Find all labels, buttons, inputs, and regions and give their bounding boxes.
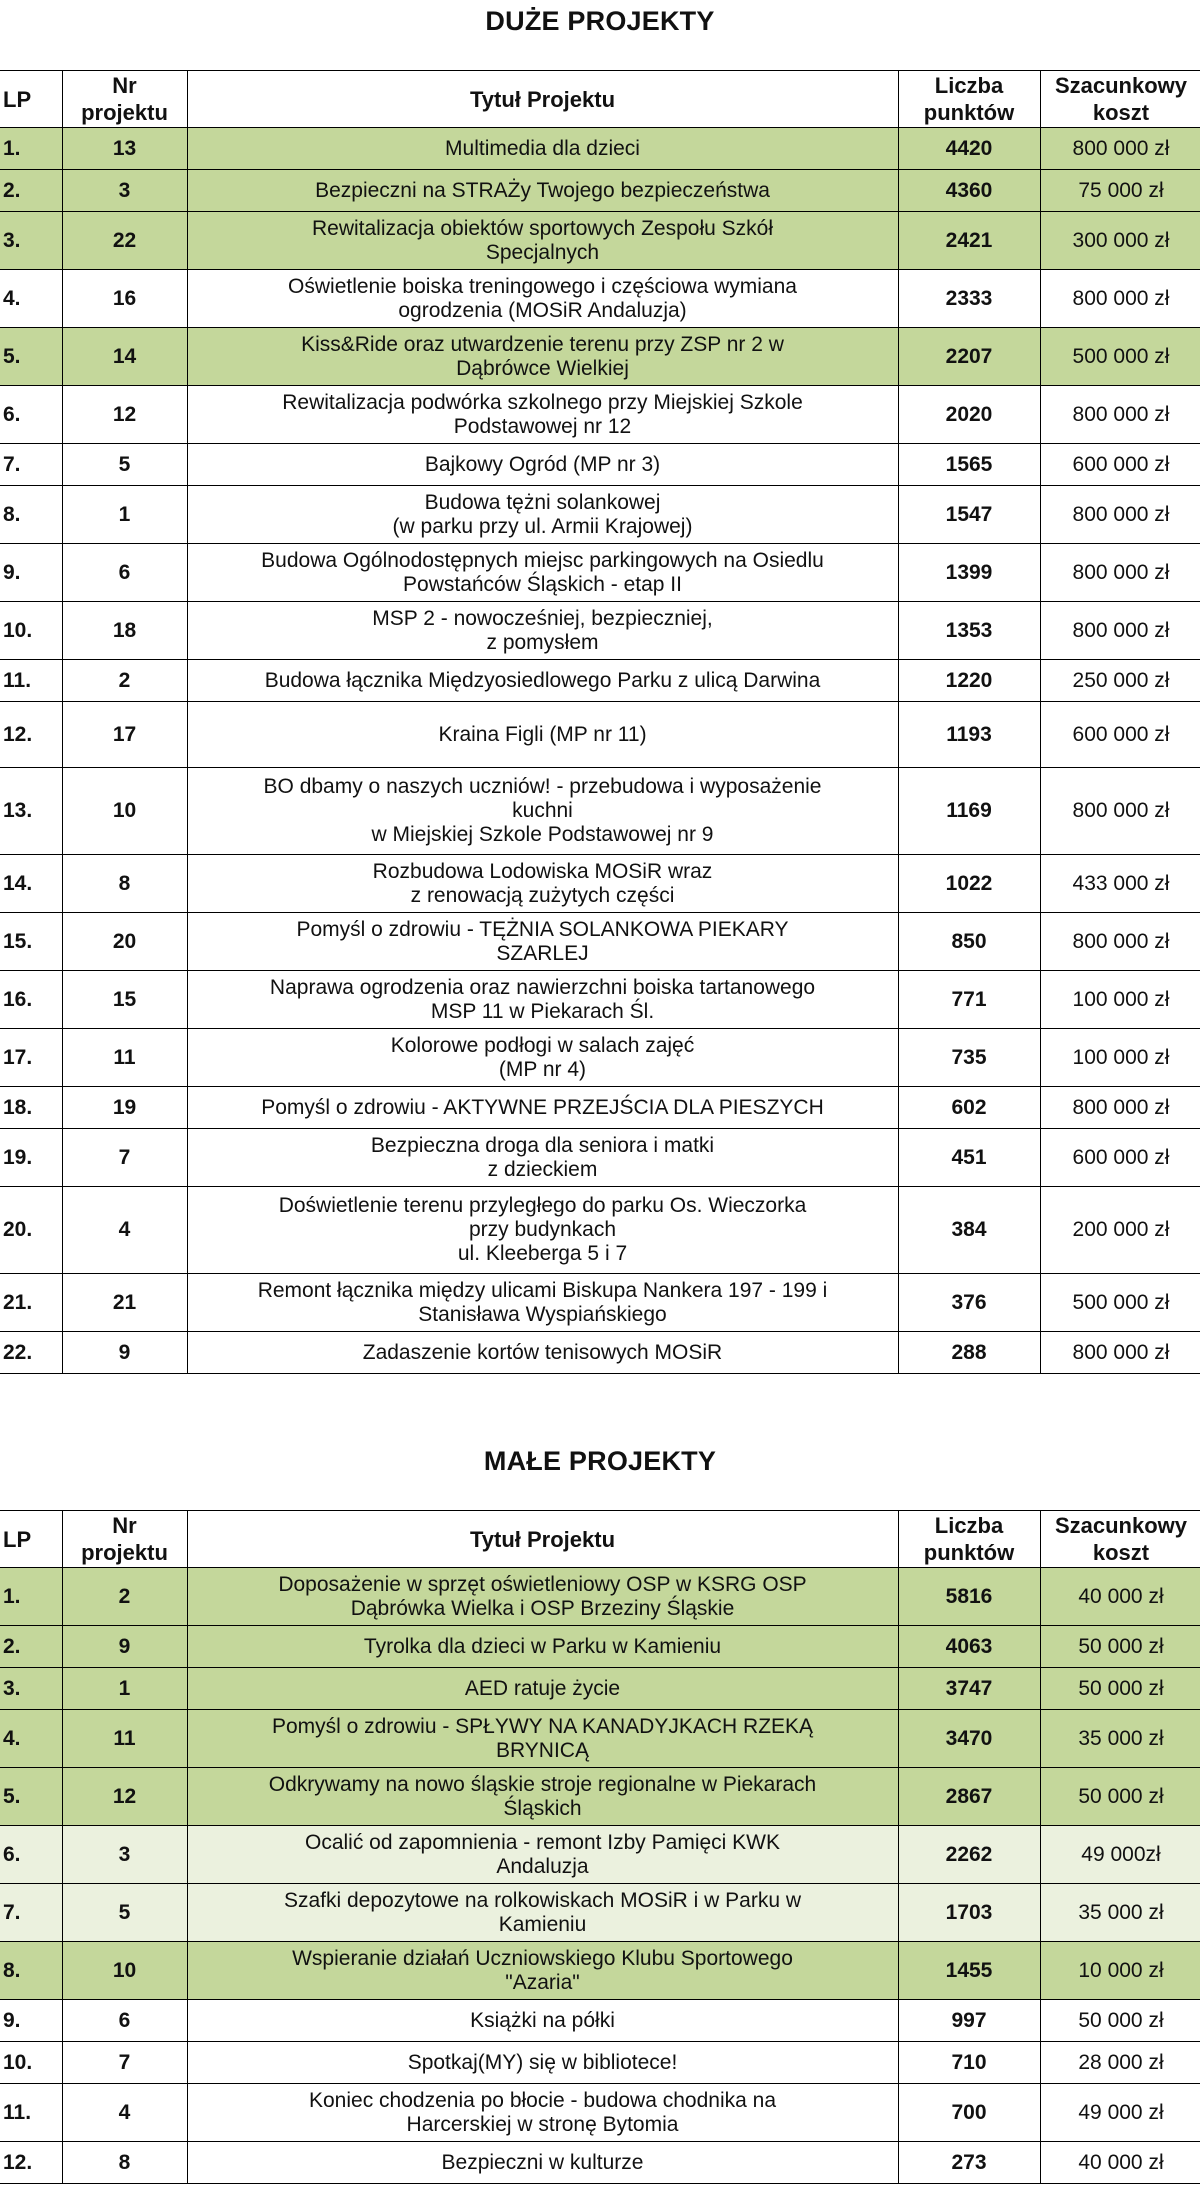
row-points: 2262 [898,1826,1040,1884]
table-row [0,1768,1200,1826]
row-points: 1547 [898,486,1040,544]
row-lp: 7. [0,1884,62,1942]
row-estimated-cost: 300 000 zł [1040,212,1200,270]
row-project-number: 6 [62,2000,187,2042]
header-lp: LP [0,71,62,128]
row-project-number: 20 [62,913,187,971]
row-project-title: Bajkowy Ogród (MP nr 3) [187,444,898,486]
row-estimated-cost: 500 000 zł [1040,1274,1200,1332]
row-points: 4063 [898,1626,1040,1668]
table-row [0,386,1200,444]
row-estimated-cost: 10 000 zł [1040,1942,1200,2000]
row-project-number: 16 [62,270,187,328]
row-lp: 3. [0,212,62,270]
row-project-number: 8 [62,855,187,913]
row-points: 850 [898,913,1040,971]
header-lp: LP [0,1511,62,1568]
row-project-title: Koniec chodzenia po błocie - budowa chodnika na Harcerskiej w stronę Bytomia [187,2084,898,2142]
row-lp: 11. [0,2084,62,2142]
header-project-number: Nr projektu [62,1511,187,1568]
row-points: 1193 [898,702,1040,768]
row-lp: 13. [0,768,62,855]
table-row [0,1129,1200,1187]
row-project-number: 10 [62,1942,187,2000]
row-project-number: 3 [62,170,187,212]
table-row [0,1626,1200,1668]
row-estimated-cost: 800 000 zł [1040,486,1200,544]
row-project-title: Kolorowe podłogi w salach zajęć (MP nr 4) [187,1029,898,1087]
row-project-title: Pomyśl o zdrowiu - SPŁYWY NA KANADYJKACH RZEKĄ BRYNICĄ [187,1710,898,1768]
row-estimated-cost: 800 000 zł [1040,768,1200,855]
row-estimated-cost: 75 000 zł [1040,170,1200,212]
table-header-row [0,71,1200,128]
row-estimated-cost: 50 000 zł [1040,2000,1200,2042]
table-row [0,768,1200,855]
table-row [0,602,1200,660]
row-project-title: Oświetlenie boiska treningowego i częściowa wymiana ogrodzenia (MOSiR Andaluzja) [187,270,898,328]
row-project-title: Bezpieczna droga dla seniora i matki z dzieckiem [187,1129,898,1187]
row-project-title: Bezpieczni w kulturze [187,2142,898,2184]
row-project-number: 2 [62,660,187,702]
table-row [0,855,1200,913]
row-lp: 4. [0,270,62,328]
table-row [0,1884,1200,1942]
row-project-number: 6 [62,544,187,602]
row-project-title: Kraina Figli (MP nr 11) [187,702,898,768]
row-project-number: 11 [62,1029,187,1087]
table-row [0,971,1200,1029]
row-lp: 20. [0,1187,62,1274]
row-estimated-cost: 600 000 zł [1040,1129,1200,1187]
row-project-title: Tyrolka dla dzieci w Parku w Kamieniu [187,1626,898,1668]
row-project-title: Spotkaj(MY) się w bibliotece! [187,2042,898,2084]
row-points: 735 [898,1029,1040,1087]
row-estimated-cost: 500 000 zł [1040,328,1200,386]
row-lp: 6. [0,386,62,444]
table-row [0,2042,1200,2084]
table-row [0,170,1200,212]
row-estimated-cost: 100 000 zł [1040,971,1200,1029]
row-lp: 2. [0,1626,62,1668]
row-project-number: 1 [62,486,187,544]
row-estimated-cost: 800 000 zł [1040,270,1200,328]
small-projects-title: MAŁE PROJEKTY [483,1446,717,1476]
row-project-title: Pomyśl o zdrowiu - TĘŻNIA SOLANKOWA PIEKARY SZARLEJ [187,913,898,971]
row-lp: 10. [0,2042,62,2084]
row-lp: 1. [0,128,62,170]
row-lp: 16. [0,971,62,1029]
row-project-title: Rewitalizacja obiektów sportowych Zespołu Szkół Specjalnych [187,212,898,270]
table-row [0,128,1200,170]
row-points: 1399 [898,544,1040,602]
row-points: 3747 [898,1668,1040,1710]
table-row [0,212,1200,270]
table-row [0,2000,1200,2042]
row-lp: 5. [0,1768,62,1826]
small-projects-body [0,1568,1200,2184]
row-points: 1353 [898,602,1040,660]
row-points: 1220 [898,660,1040,702]
row-estimated-cost: 40 000 zł [1040,2142,1200,2184]
row-estimated-cost: 200 000 zł [1040,1187,1200,1274]
row-points: 2020 [898,386,1040,444]
table-row [0,1942,1200,2000]
header-points: Liczba punktów [898,71,1040,128]
row-estimated-cost: 800 000 zł [1040,128,1200,170]
small-projects-table [0,1510,1200,2184]
row-estimated-cost: 49 000zł [1040,1826,1200,1884]
row-points: 1169 [898,768,1040,855]
table-row [0,1332,1200,1374]
row-lp: 12. [0,702,62,768]
row-project-title: Doświetlenie terenu przyległego do parku Os. Wieczorka przy budynkach ul. Kleeberga 5 i 7 [187,1187,898,1274]
row-project-title: Książki na półki [187,2000,898,2042]
row-project-number: 14 [62,328,187,386]
row-estimated-cost: 800 000 zł [1040,602,1200,660]
row-points: 2333 [898,270,1040,328]
table-row [0,1029,1200,1087]
table-row [0,913,1200,971]
header-points: Liczba punktów [898,1511,1040,1568]
row-project-number: 7 [62,2042,187,2084]
row-project-title: BO dbamy o naszych uczniów! - przebudowa i wyposażenie kuchni w Miejskiej Szkole Podstawowej nr 9 [187,768,898,855]
row-estimated-cost: 100 000 zł [1040,1029,1200,1087]
row-lp: 9. [0,544,62,602]
row-points: 273 [898,2142,1040,2184]
row-lp: 12. [0,2142,62,2184]
row-lp: 6. [0,1826,62,1884]
row-points: 451 [898,1129,1040,1187]
row-lp: 9. [0,2000,62,2042]
table-row [0,1568,1200,1626]
row-points: 2867 [898,1768,1040,1826]
table-row [0,2142,1200,2184]
row-lp: 17. [0,1029,62,1087]
row-project-number: 9 [62,1332,187,1374]
row-estimated-cost: 800 000 zł [1040,1332,1200,1374]
row-project-title: Bezpieczni na STRAŻy Twojego bezpieczeństwa [187,170,898,212]
row-project-title: Wspieranie działań Uczniowskiego Klubu Sportowego "Azaria" [187,1942,898,2000]
row-project-number: 15 [62,971,187,1029]
row-points: 1703 [898,1884,1040,1942]
row-points: 1565 [898,444,1040,486]
row-project-number: 2 [62,1568,187,1626]
row-lp: 1. [0,1568,62,1626]
row-estimated-cost: 800 000 zł [1040,544,1200,602]
row-project-number: 12 [62,386,187,444]
table-header-row [0,1511,1200,1568]
row-lp: 10. [0,602,62,660]
row-estimated-cost: 28 000 zł [1040,2042,1200,2084]
row-lp: 8. [0,1942,62,2000]
table-row [0,1826,1200,1884]
row-estimated-cost: 800 000 zł [1040,1087,1200,1129]
row-project-number: 4 [62,2084,187,2142]
row-project-number: 12 [62,1768,187,1826]
row-estimated-cost: 40 000 zł [1040,1568,1200,1626]
table-row [0,660,1200,702]
row-estimated-cost: 35 000 zł [1040,1884,1200,1942]
table-row [0,270,1200,328]
header-project-title: Tytuł Projektu [187,71,898,128]
row-points: 384 [898,1187,1040,1274]
row-project-title: Odkrywamy na nowo śląskie stroje regionalne w Piekarach Śląskich [187,1768,898,1826]
large-projects-table [0,70,1200,1374]
table-row [0,1710,1200,1768]
row-estimated-cost: 600 000 zł [1040,702,1200,768]
table-row [0,1274,1200,1332]
row-lp: 18. [0,1087,62,1129]
row-project-title: Rewitalizacja podwórka szkolnego przy Miejskiej Szkole Podstawowej nr 12 [187,386,898,444]
table-row [0,328,1200,386]
row-lp: 11. [0,660,62,702]
row-project-title: Budowa Ogólnodostępnych miejsc parkingowych na Osiedlu Powstańców Śląskich - etap II [187,544,898,602]
row-project-title: Budowa tężni solankowej (w parku przy ul. Armii Krajowej) [187,486,898,544]
large-projects-title: DUŻE PROJEKTY [485,6,715,36]
row-points: 1455 [898,1942,1040,2000]
row-project-title: Doposażenie w sprzęt oświetleniowy OSP w KSRG OSP Dąbrówka Wielka i OSP Brzeziny Śląskie [187,1568,898,1626]
row-points: 3470 [898,1710,1040,1768]
row-points: 700 [898,2084,1040,2142]
row-project-number: 4 [62,1187,187,1274]
table-row [0,1668,1200,1710]
row-lp: 7. [0,444,62,486]
row-project-title: AED ratuje życie [187,1668,898,1710]
row-project-number: 9 [62,1626,187,1668]
row-points: 4420 [898,128,1040,170]
row-points: 288 [898,1332,1040,1374]
row-estimated-cost: 50 000 zł [1040,1668,1200,1710]
row-points: 4360 [898,170,1040,212]
table-row [0,1187,1200,1274]
row-lp: 19. [0,1129,62,1187]
row-estimated-cost: 49 000 zł [1040,2084,1200,2142]
row-project-title: Budowa łącznika Międzyosiedlowego Parku z ulicą Darwina [187,660,898,702]
row-estimated-cost: 800 000 zł [1040,386,1200,444]
row-project-title: Zadaszenie kortów tenisowych MOSiR [187,1332,898,1374]
row-points: 602 [898,1087,1040,1129]
row-project-number: 7 [62,1129,187,1187]
row-points: 2207 [898,328,1040,386]
row-estimated-cost: 50 000 zł [1040,1626,1200,1668]
row-project-title: Kiss&Ride oraz utwardzenie terenu przy ZSP nr 2 w Dąbrówce Wielkiej [187,328,898,386]
row-points: 710 [898,2042,1040,2084]
row-project-title: Ocalić od zapomnienia - remont Izby Pamięci KWK Andaluzja [187,1826,898,1884]
row-project-title: Naprawa ogrodzenia oraz nawierzchni boiska tartanowego MSP 11 w Piekarach Śl. [187,971,898,1029]
row-lp: 4. [0,1710,62,1768]
row-estimated-cost: 35 000 zł [1040,1710,1200,1768]
row-project-title: Pomyśl o zdrowiu - AKTYWNE PRZEJŚCIA DLA PIESZYCH [187,1087,898,1129]
row-points: 997 [898,2000,1040,2042]
row-points: 2421 [898,212,1040,270]
table-row [0,2084,1200,2142]
row-project-number: 21 [62,1274,187,1332]
row-lp: 22. [0,1332,62,1374]
row-project-number: 22 [62,212,187,270]
row-estimated-cost: 250 000 zł [1040,660,1200,702]
row-project-title: Remont łącznika między ulicami Biskupa Nankera 197 - 199 i Stanisława Wyspiańskiego [187,1274,898,1332]
row-points: 376 [898,1274,1040,1332]
header-estimated-cost: Szacunkowy koszt [1040,1511,1200,1568]
row-project-title: Szafki depozytowe na rolkowiskach MOSiR i w Parku w Kamieniu [187,1884,898,1942]
row-project-number: 5 [62,1884,187,1942]
header-project-title: Tytuł Projektu [187,1511,898,1568]
row-project-number: 11 [62,1710,187,1768]
row-lp: 3. [0,1668,62,1710]
table-row [0,486,1200,544]
row-project-number: 18 [62,602,187,660]
table-row [0,444,1200,486]
row-project-number: 19 [62,1087,187,1129]
table-row [0,702,1200,768]
row-project-number: 8 [62,2142,187,2184]
row-lp: 15. [0,913,62,971]
table-row [0,544,1200,602]
row-points: 5816 [898,1568,1040,1626]
row-project-number: 1 [62,1668,187,1710]
table-row [0,1087,1200,1129]
row-project-number: 17 [62,702,187,768]
row-project-title: Multimedia dla dzieci [187,128,898,170]
row-project-number: 3 [62,1826,187,1884]
row-estimated-cost: 50 000 zł [1040,1768,1200,1826]
large-projects-body [0,128,1200,1374]
row-points: 1022 [898,855,1040,913]
header-estimated-cost: Szacunkowy koszt [1040,71,1200,128]
row-estimated-cost: 800 000 zł [1040,913,1200,971]
row-lp: 14. [0,855,62,913]
row-lp: 21. [0,1274,62,1332]
row-lp: 2. [0,170,62,212]
row-project-number: 5 [62,444,187,486]
header-project-number: Nr projektu [62,71,187,128]
row-lp: 5. [0,328,62,386]
row-lp: 8. [0,486,62,544]
row-estimated-cost: 433 000 zł [1040,855,1200,913]
row-project-number: 10 [62,768,187,855]
row-project-title: Rozbudowa Lodowiska MOSiR wraz z renowacją zużytych części [187,855,898,913]
row-estimated-cost: 600 000 zł [1040,444,1200,486]
row-project-title: MSP 2 - nowocześniej, bezpieczniej, z pomysłem [187,602,898,660]
row-project-number: 13 [62,128,187,170]
row-points: 771 [898,971,1040,1029]
